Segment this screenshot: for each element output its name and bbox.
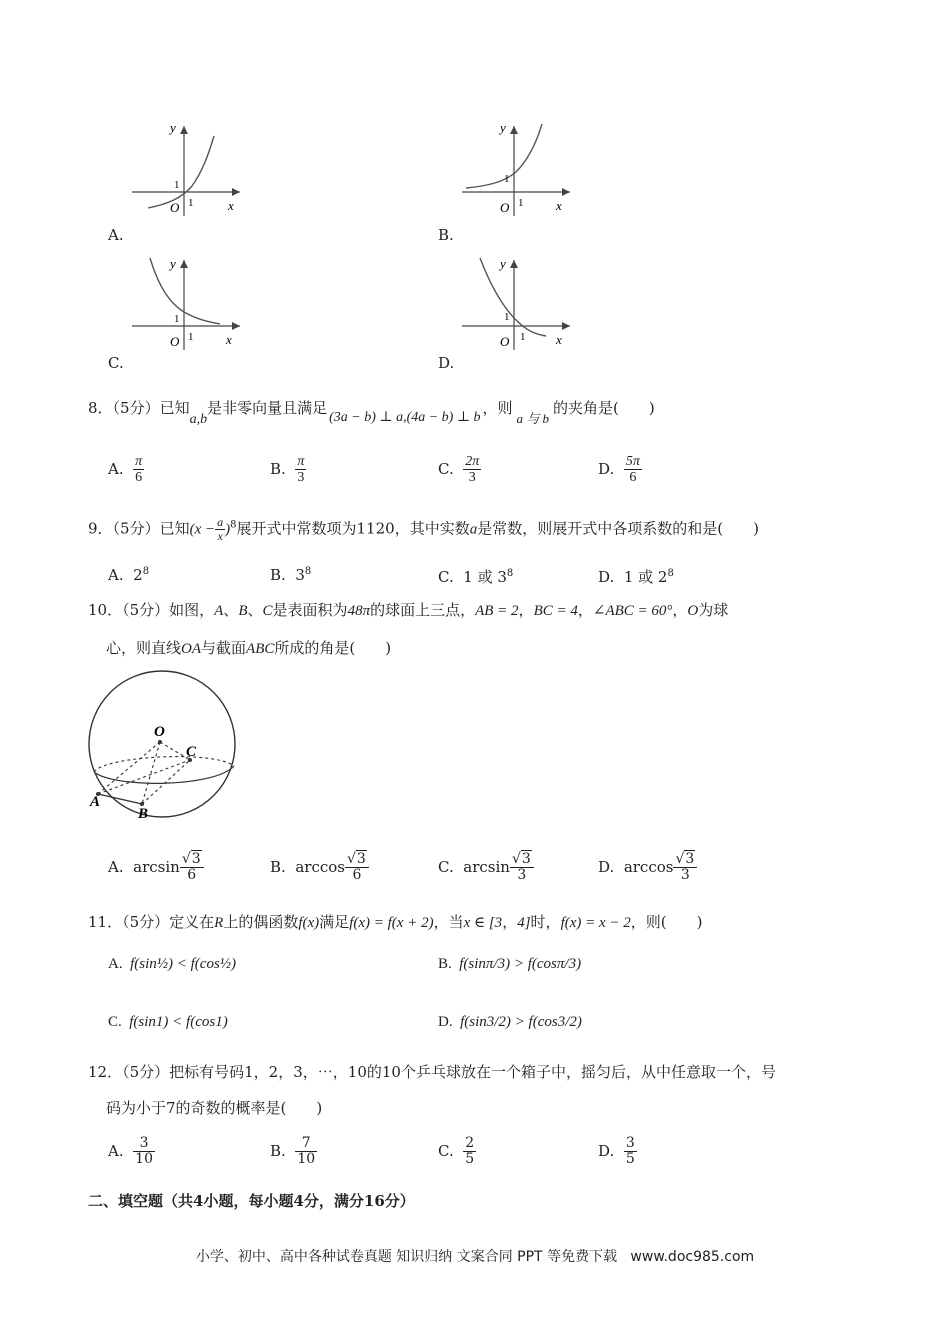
q12-option-d — [598, 1136, 637, 1168]
q11-interval: x ∈ [3 — [463, 915, 503, 931]
option-label: D. — [438, 1014, 453, 1030]
power-exp: 8 — [304, 566, 312, 577]
option-label: B. — [270, 857, 286, 876]
q9-text: 展开式中常数项为1120，其中实数 — [236, 519, 470, 538]
option-text: f(sin1) < f(cos1) — [129, 1014, 228, 1030]
q10-text: 所成的角是 — [274, 639, 350, 657]
q8-stem — [88, 396, 655, 427]
q10-var: B — [238, 603, 248, 619]
option-label: B. — [270, 566, 286, 584]
x-one-label: 1 — [188, 197, 194, 209]
option-label: C. — [438, 1141, 454, 1160]
q9-score: （5分） — [112, 519, 160, 538]
q12-option-a — [108, 1136, 155, 1168]
q10-text: 为球 — [698, 601, 729, 619]
q11-option-c — [108, 1014, 228, 1031]
frac-num: 3 — [191, 851, 201, 867]
q9-exponent: 8 — [230, 519, 237, 531]
q8-option-a — [108, 454, 144, 486]
option-text: 1 或 — [463, 568, 498, 586]
frac-den: 10 — [297, 1151, 316, 1168]
q9-option-b — [270, 566, 311, 584]
option-label: D. — [598, 857, 615, 876]
frac-num: 3 — [685, 851, 695, 867]
q10-stem-line1 — [88, 598, 728, 623]
q10-var: C — [262, 603, 273, 619]
power-base: 2 — [657, 568, 668, 586]
q9-expr: (x − — [189, 521, 216, 538]
q8-text: 已知 — [159, 399, 190, 417]
q10-text: 心，则直线 — [106, 639, 182, 657]
q10-text: 与截面 — [201, 639, 247, 657]
q10-angle: ∠ABC = 60° — [592, 603, 673, 619]
option-text: f(sin½) < f(cos½) — [130, 956, 237, 972]
q9-text: 是常数，则展开式中各项系数的和是 — [477, 519, 718, 538]
point-o-label: O — [154, 724, 165, 740]
q11-text: ，则 — [630, 913, 661, 931]
x-axis-label: x — [228, 198, 234, 213]
q10-option-d: D. arccos $\frac{√3}{3}$ — [598, 852, 697, 884]
q11-stem — [88, 910, 703, 935]
q8-condition: (3a − b) ⊥ a,(4a − b) ⊥ b — [329, 410, 481, 425]
q12-score: （5分） — [122, 1063, 170, 1081]
q10-stem-line2 — [106, 636, 391, 661]
x-axis-label: x — [556, 198, 562, 213]
q10-text: ， — [672, 601, 688, 619]
option-label: C. — [438, 568, 454, 586]
q11-text: ，当 — [433, 913, 464, 931]
q12-option-c — [438, 1136, 476, 1168]
q7-graph-a — [128, 120, 248, 220]
y-one-label: 1 — [504, 173, 510, 185]
q9-option-d — [598, 566, 674, 587]
q11-number: 11． — [88, 913, 123, 931]
y-one-label: 1 — [174, 313, 180, 325]
q8-option-b — [270, 454, 306, 486]
q11-eq: f(x) = f(x + 2) — [349, 915, 434, 931]
q12-stem-line1 — [88, 1060, 776, 1084]
q11-option-d — [438, 1014, 582, 1031]
q7-option-c-label: C. — [108, 354, 124, 372]
option-label: D. — [598, 568, 615, 586]
y-axis-label: y — [500, 256, 506, 271]
frac-num: a — [217, 515, 224, 529]
y-axis-label: y — [170, 120, 176, 135]
q8-answer-paren: ( ) — [613, 399, 655, 417]
frac-num: π — [297, 454, 305, 469]
origin-label: O — [500, 200, 510, 215]
frac-den: 3 — [468, 470, 476, 486]
q10-var: O — [687, 603, 699, 619]
point-c-label: C — [186, 744, 197, 760]
q8-text: 是非零向量且满足 — [207, 399, 328, 417]
y-axis-label: y — [500, 120, 506, 135]
q8-number: 8． — [88, 399, 113, 417]
option-label: C. — [438, 459, 454, 478]
q9-expr: ) — [225, 521, 231, 538]
option-label: B. — [270, 1141, 286, 1160]
option-label: B. — [270, 459, 286, 478]
q9-stem — [88, 516, 759, 543]
power-base: 2 — [133, 566, 143, 584]
q10-sphere-figure — [84, 670, 244, 822]
frac-den: x — [217, 529, 223, 544]
q11-interval: 4] — [517, 915, 531, 931]
q10-bc: BC = 4 — [533, 603, 578, 619]
option-label: B. — [438, 956, 452, 972]
option-text: f(sin3/2) > f(cos3/2) — [460, 1014, 582, 1030]
q10-number: 10． — [88, 601, 123, 619]
power-exp: 8 — [667, 568, 674, 579]
frac-num: π — [135, 454, 143, 469]
option-func: arcsin — [463, 857, 510, 876]
q11-text: 定义在 — [169, 913, 215, 931]
q10-text: ， — [518, 601, 534, 619]
q8-text: 的夹角是 — [553, 399, 614, 417]
frac-den: 6 — [187, 867, 197, 884]
x-axis-label: x — [226, 332, 232, 347]
x-one-label: 1 — [520, 331, 526, 343]
power-exp: 8 — [142, 566, 150, 577]
q11-def: f(x) = x − 2 — [560, 915, 631, 931]
frac-num: 7 — [295, 1136, 317, 1152]
x-one-label: 1 — [518, 197, 524, 209]
option-label: A. — [108, 566, 124, 584]
option-label: A. — [108, 459, 124, 478]
q12-stem-line2 — [106, 1096, 322, 1120]
q8-option-d — [598, 454, 642, 486]
power-base: 3 — [497, 568, 507, 586]
q12-answer-paren: ( ) — [280, 1099, 323, 1117]
option-text: f(sinπ/3) > f(cosπ/3) — [459, 956, 582, 972]
frac-num: 3 — [133, 1136, 155, 1152]
frac-den: 3 — [517, 867, 527, 884]
frac-num: 2 — [465, 1135, 475, 1151]
q11-option-b — [438, 956, 581, 973]
q7-graph-b — [458, 120, 578, 220]
frac-den: 3 — [680, 867, 690, 884]
x-one-label: 1 — [188, 331, 194, 343]
q11-text: ， — [502, 913, 518, 931]
q11-text: 时， — [530, 913, 561, 931]
q10-area: 48π — [347, 603, 371, 619]
option-label: C. — [108, 1014, 122, 1030]
q9-text: 已知 — [159, 519, 190, 538]
power-base: 3 — [295, 566, 305, 584]
q10-var: A — [214, 603, 224, 619]
option-label: C. — [438, 857, 454, 876]
q10-var: ABC — [246, 641, 275, 657]
y-axis-label: y — [170, 256, 176, 271]
q8-text: ，则 — [482, 399, 513, 417]
option-text: 1 或 — [623, 568, 658, 586]
q10-text: ， — [577, 601, 593, 619]
q9-option-a — [108, 566, 149, 584]
q10-text: 的球面上三点， — [370, 601, 476, 619]
q9-option-c — [438, 566, 513, 587]
q8-score: （5分） — [112, 399, 160, 417]
y-one-label: 1 — [504, 311, 510, 323]
option-func: arcsin — [133, 857, 180, 876]
q11-fx: f(x) — [298, 915, 320, 931]
q11-score: （5分） — [122, 913, 170, 931]
option-func: arccos — [623, 857, 674, 876]
frac-den: 10 — [135, 1151, 153, 1168]
q7-graph-d — [458, 254, 578, 354]
q9-answer-paren: ( ) — [717, 519, 759, 538]
frac-den: 6 — [352, 867, 362, 884]
q11-var: R — [214, 915, 224, 931]
q12-option-b — [270, 1136, 317, 1168]
q7-option-d-label: D. — [438, 354, 455, 372]
option-label: A. — [108, 857, 124, 876]
option-label: A. — [108, 1141, 124, 1160]
q7-option-a-label: A. — [108, 226, 124, 244]
origin-label: O — [170, 200, 180, 215]
point-b-label: B — [138, 806, 149, 822]
q10-option-c: C. arcsin $\frac{√3}{3}$ — [438, 852, 534, 884]
frac-den: 6 — [629, 470, 637, 486]
q10-option-b: B. arccos $\frac{√3}{6}$ — [270, 852, 369, 884]
frac-num: 2π — [465, 454, 480, 469]
q7-option-b-label: B. — [438, 226, 454, 244]
page-footer: 小学、初中、高中各种试卷真题 知识归纳 文案合同 PPT 等免费下载 www.doc985.com — [195, 1249, 755, 1265]
option-label: D. — [598, 459, 615, 478]
frac-num: 3 — [625, 1135, 635, 1151]
q10-var: OA — [181, 641, 202, 657]
q10-text: 、 — [223, 601, 239, 619]
q8-vectors: a 与 b — [516, 411, 550, 426]
origin-label: O — [500, 334, 510, 349]
option-label: D. — [598, 1141, 615, 1160]
q11-answer-paren: ( ) — [660, 913, 703, 931]
x-axis-label: x — [556, 332, 562, 347]
frac-num: 3 — [356, 851, 366, 867]
q7-graph-c — [128, 254, 248, 354]
frac-den: 5 — [625, 1151, 635, 1168]
frac-num: 5π — [625, 454, 640, 469]
power-exp: 8 — [506, 568, 514, 579]
q11-text: 满足 — [319, 913, 350, 931]
q10-ab: AB = 2 — [475, 603, 519, 619]
q10-text: 是表面积为 — [272, 601, 348, 619]
q10-option-a: A. arcsin $\frac{√3}{6}$ — [108, 852, 204, 884]
q11-text: 上的偶函数 — [223, 913, 299, 931]
q8-vars: a,b — [189, 412, 208, 427]
q12-text: 把标有号码1，2，3，⋯，10的10个乒乓球放在一个箱子中，摇匀后，从中任意取一个，号 — [169, 1063, 776, 1081]
q11-option-a — [108, 956, 236, 973]
origin-label: O — [170, 334, 180, 349]
frac-den: 5 — [465, 1151, 475, 1168]
point-a-label: A — [90, 794, 101, 810]
q12-text: 码为小于7的奇数的概率是 — [106, 1099, 281, 1117]
option-label: A. — [108, 956, 123, 972]
q12-number: 12． — [88, 1063, 123, 1081]
q10-text: 如图， — [169, 601, 215, 619]
q10-score: （5分） — [122, 601, 170, 619]
q10-answer-paren: ( ) — [349, 639, 392, 657]
frac-den: 6 — [135, 470, 143, 486]
frac-num: 3 — [521, 851, 531, 867]
option-func: arccos — [295, 857, 345, 876]
section-2-heading: 二、填空题（共4小题，每小题4分，满分16分） — [88, 1192, 415, 1210]
q9-number: 9． — [88, 519, 113, 538]
q8-option-c — [438, 454, 481, 486]
q9-var-a: a — [469, 521, 478, 538]
frac-den: 3 — [297, 470, 305, 486]
y-one-label: 1 — [174, 179, 180, 191]
q10-text: 、 — [247, 601, 263, 619]
